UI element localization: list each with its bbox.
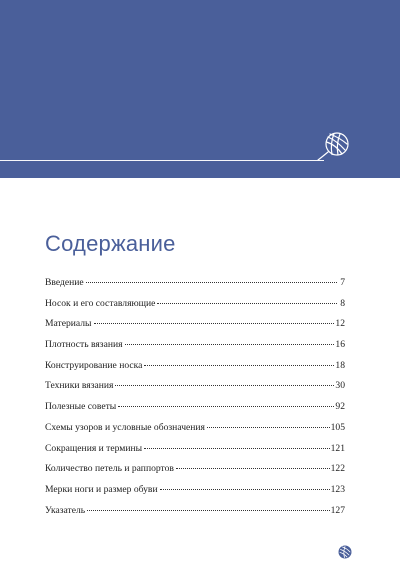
toc-entry[interactable]	[45, 298, 345, 314]
toc-dot-leader	[160, 489, 330, 490]
toc-page-number: 12	[335, 318, 345, 330]
toc-entry[interactable]	[45, 318, 345, 334]
toc-entry-title: Техники вязания	[45, 380, 114, 392]
toc-page-number: 121	[330, 442, 345, 454]
table-of-contents	[45, 277, 345, 525]
toc-entry-title: Количество петель и раппортов	[45, 463, 174, 475]
page-title: Содержание	[45, 231, 176, 256]
toc-page-number: 122	[330, 463, 345, 475]
toc-dot-leader	[86, 282, 337, 283]
yarn-ball-icon	[316, 127, 352, 163]
toc-page-number: 8	[340, 297, 345, 309]
toc-entry[interactable]	[45, 443, 345, 459]
toc-entry[interactable]	[45, 463, 345, 479]
toc-entry-title: Полезные советы	[45, 401, 117, 413]
toc-page-number: 16	[335, 339, 345, 351]
toc-entry-title: Плотность вязания	[45, 339, 123, 351]
toc-entry[interactable]	[45, 277, 345, 293]
toc-page-number: 30	[335, 380, 345, 392]
toc-page-number: 123	[330, 483, 345, 495]
toc-entry-title: Сокращения и термины	[45, 442, 143, 454]
toc-dot-leader	[157, 303, 337, 304]
yarn-ball-icon	[338, 545, 352, 559]
toc-page-number: 92	[335, 401, 345, 413]
toc-dot-leader	[118, 406, 334, 407]
toc-entry[interactable]	[45, 380, 345, 396]
toc-entry[interactable]	[45, 401, 345, 417]
toc-entry-title: Носок и его составляющие	[45, 297, 156, 309]
toc-entry[interactable]	[45, 484, 345, 500]
toc-page-number: 7	[340, 277, 345, 288]
toc-dot-leader	[87, 510, 329, 511]
header-divider-line	[0, 160, 324, 161]
toc-page-number: 18	[335, 359, 345, 371]
toc-entry[interactable]	[45, 339, 345, 355]
toc-entry[interactable]	[45, 422, 345, 438]
toc-entry-title: Схемы узоров и условные обозначения	[45, 421, 205, 433]
toc-dot-leader	[144, 448, 330, 449]
toc-dot-leader	[176, 468, 330, 469]
toc-dot-leader	[125, 344, 335, 345]
toc-dot-leader	[115, 385, 334, 386]
toc-dot-leader	[207, 427, 330, 428]
toc-entry-title: Введение	[45, 277, 84, 288]
toc-entry[interactable]	[45, 505, 345, 521]
toc-entry-title: Конструирование носка	[45, 359, 143, 371]
toc-entry[interactable]	[45, 360, 345, 376]
toc-entry-title: Мерки ноги и размер обуви	[45, 483, 158, 495]
toc-page-number: 105	[330, 421, 345, 433]
toc-page-number: 127	[330, 504, 345, 516]
toc-dot-leader	[144, 365, 334, 366]
toc-entry-title: Материалы	[45, 318, 92, 330]
toc-dot-leader	[94, 323, 335, 324]
toc-entry-title: Указатель	[45, 504, 86, 516]
